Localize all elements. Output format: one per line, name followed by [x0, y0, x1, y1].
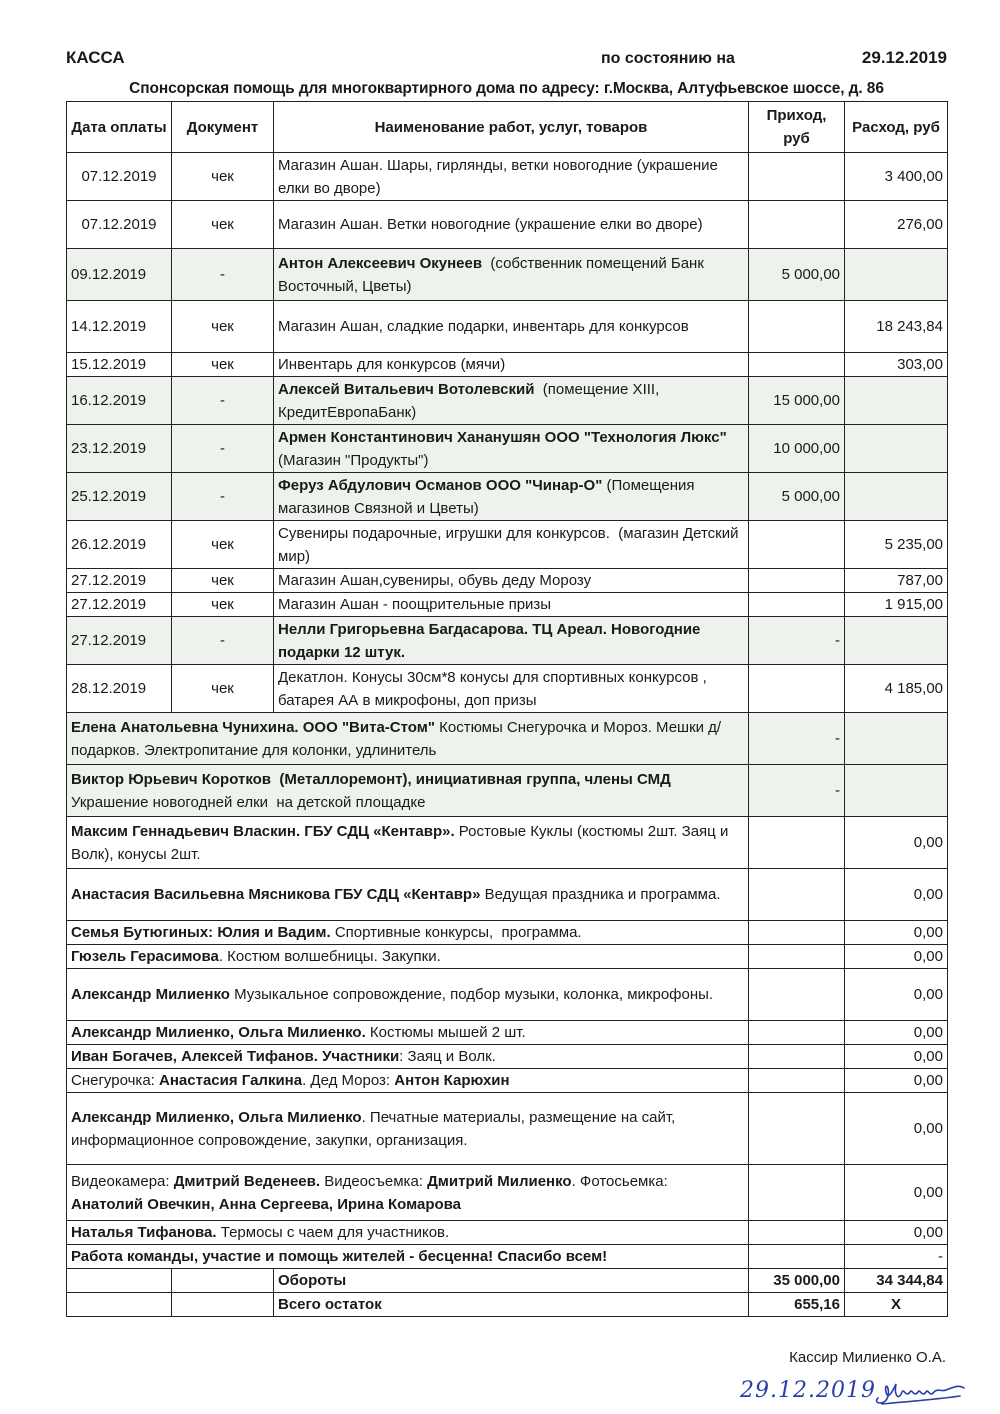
contribution-description [67, 1093, 749, 1165]
expense-amount [845, 713, 948, 765]
description [274, 249, 749, 301]
volunteer-row [67, 713, 948, 765]
payment-date: 27.12.2019 [67, 569, 172, 593]
balance-label: Всего остаток [274, 1293, 749, 1317]
income-amount [749, 1021, 845, 1045]
expense-amount: 4 185,00 [845, 665, 948, 713]
description [274, 473, 749, 521]
income-amount: - [749, 765, 845, 817]
as-of-label: по состоянию на [601, 50, 735, 67]
contributor-name: Дмитрий Веденеев. [173, 1172, 321, 1190]
description [274, 617, 749, 665]
document-type: чек [172, 593, 274, 617]
volunteer-row [67, 1093, 948, 1165]
table-row [67, 593, 948, 617]
income-amount [749, 869, 845, 921]
empty-cell [67, 1269, 172, 1293]
turnover-row [67, 1269, 948, 1293]
expense-amount: 0,00 [845, 1093, 948, 1165]
payment-date: 14.12.2019 [67, 301, 172, 353]
contribution-text: . Фотосьемка: [571, 1172, 672, 1190]
income-amount [749, 593, 845, 617]
description [274, 353, 749, 377]
expense-amount: 0,00 [845, 1021, 948, 1045]
empty-cell [67, 1293, 172, 1317]
volunteer-row [67, 1245, 948, 1269]
income-amount [749, 201, 845, 249]
document-type: - [172, 425, 274, 473]
totals-section [67, 1269, 948, 1317]
contribution-text: : Заяц и Волк. [399, 1048, 496, 1065]
table-row [67, 353, 948, 377]
balance-income: 655,16 [749, 1293, 845, 1317]
expense-amount: 276,00 [845, 201, 948, 249]
income-amount [749, 353, 845, 377]
document-type: чек [172, 201, 274, 249]
volunteer-row [67, 1021, 948, 1045]
income-amount [749, 1221, 845, 1245]
contribution-text: Видеосъемка: [320, 1172, 428, 1190]
income-amount: 5 000,00 [749, 249, 845, 301]
income-amount: - [749, 617, 845, 665]
table-row [67, 521, 948, 569]
description-text: Магазин Ашан - поощрительные призы [278, 596, 552, 613]
income-amount [749, 1069, 845, 1093]
table-row [67, 617, 948, 665]
contribution-description [67, 1221, 749, 1245]
contributor-name: Елена Анатольевна Чунихина. ООО "Вита-Стом" [71, 718, 435, 736]
contributor-name: Александр Милиенко [71, 986, 230, 1003]
expense-amount: 0,00 [845, 1045, 948, 1069]
contributor-name: Анастасия Галкина [159, 1072, 303, 1089]
payment-date: 09.12.2019 [67, 249, 172, 301]
expense-amount: 0,00 [845, 945, 948, 969]
sponsor-name: Антон Алексеевич Окунеев [278, 254, 483, 272]
empty-cell [172, 1269, 274, 1293]
contribution-text: . Костюм волшебницы. Закупки. [218, 948, 441, 965]
table-header-row [67, 102, 948, 153]
income-amount: 15 000,00 [749, 377, 845, 425]
balance-expense: X [845, 1293, 948, 1317]
contributor-name: Анатолий Овечкин, Анна Сергеева, Ирина Комарова [71, 1195, 462, 1213]
expense-amount: 0,00 [845, 1069, 948, 1093]
payment-date: 25.12.2019 [67, 473, 172, 521]
contributor-name: Дмитрий Милиенко [427, 1172, 572, 1190]
table-row [67, 377, 948, 425]
expense-amount: 1 915,00 [845, 593, 948, 617]
expense-amount [845, 473, 948, 521]
table-row [67, 201, 948, 249]
income-amount [749, 1165, 845, 1221]
expense-amount: 3 400,00 [845, 153, 948, 201]
income-amount [749, 921, 845, 945]
document-type: чек [172, 521, 274, 569]
table-row [67, 473, 948, 521]
contributor-name: Иван Богачев, Алексей Тифанов. Участники [71, 1048, 400, 1065]
contribution-description [67, 765, 749, 817]
payment-date: 26.12.2019 [67, 521, 172, 569]
page-header [66, 48, 947, 72]
payment-date: 07.12.2019 [67, 153, 172, 201]
contribution-text: Ростовые Куклы (костюмы 2шт. Заяц и Волк), конусы 2шт. [71, 822, 733, 863]
handwritten-date: 29.12.2019 [740, 1378, 876, 1403]
expense-amount [845, 617, 948, 665]
payment-date: 28.12.2019 [67, 665, 172, 713]
income-amount: 10 000,00 [749, 425, 845, 473]
volunteer-row [67, 1165, 948, 1221]
description [274, 425, 749, 473]
expense-amount: 303,00 [845, 353, 948, 377]
contribution-description [67, 1165, 749, 1221]
volunteer-row [67, 921, 948, 945]
description [274, 665, 749, 713]
document-type: - [172, 473, 274, 521]
income-amount [749, 153, 845, 201]
expense-amount [845, 765, 948, 817]
contribution-description [67, 945, 749, 969]
expense-amount: 0,00 [845, 921, 948, 945]
document-subtitle: Спонсорская помощь для многоквартирного дома по адресу: г.Москва, Алтуфьевское шоссе, д. 86 [129, 80, 884, 97]
expense-amount: - [845, 1245, 948, 1269]
contribution-description [67, 1245, 749, 1269]
page-title: КАССА [66, 48, 125, 67]
contributor-name: Наталья Тифанова. [71, 1224, 217, 1241]
contribution-text: Термосы с чаем для участников. [216, 1224, 450, 1241]
payment-date: 15.12.2019 [67, 353, 172, 377]
table-row [67, 425, 948, 473]
description [274, 569, 749, 593]
description [274, 301, 749, 353]
expense-amount: 0,00 [845, 817, 948, 869]
contribution-text: Снегурочка: [71, 1072, 160, 1089]
description-text: (собственник помещений Банк Восточный, Цветы) [278, 254, 709, 295]
expense-amount [845, 249, 948, 301]
contribution-text: Спортивные конкурсы, программа. [330, 924, 582, 941]
payment-date: 23.12.2019 [67, 425, 172, 473]
sponsor-name: Феруз Абдулович Османов ООО "Чинар-О" [278, 476, 603, 494]
description [274, 593, 749, 617]
income-amount [749, 1045, 845, 1069]
income-amount [749, 301, 845, 353]
payment-date: 07.12.2019 [67, 201, 172, 249]
volunteer-row [67, 765, 948, 817]
income-amount [749, 969, 845, 1021]
table-row [67, 301, 948, 353]
contribution-text: Видеокамера: [71, 1172, 174, 1190]
contribution-description [67, 1045, 749, 1069]
description-text: (Помещения магазинов Связной и Цветы) [278, 476, 699, 517]
description-text: Магазин Ашан,сувениры, обувь деду Морозу [278, 572, 592, 589]
income-amount [749, 945, 845, 969]
as-of-date: 29.12.2019 [861, 48, 947, 67]
volunteer-row [67, 817, 948, 869]
income-amount [749, 521, 845, 569]
contributor-name: Максим Геннадьевич Власкин. ГБУ СДЦ «Кентавр». [71, 822, 455, 840]
turnover-label: Обороты [274, 1269, 749, 1293]
description [274, 153, 749, 201]
sponsor-name: Алексей Витальевич Вотолевский [278, 380, 535, 398]
document-type: чек [172, 665, 274, 713]
volunteer-row [67, 969, 948, 1021]
volunteer-row [67, 1069, 948, 1093]
description-text: Декатлон. Конусы 30см*8 конусы для спортивных конкурсов , батарея АА в микрофоны, доп призы [278, 668, 711, 709]
table-row [67, 249, 948, 301]
expense-amount: 0,00 [845, 869, 948, 921]
column-header-date: Дата оплаты [67, 102, 172, 153]
description-text: (помещение XIII, КредитЕвропаБанк) [278, 380, 664, 421]
table-row [67, 153, 948, 201]
balance-row [67, 1293, 948, 1317]
contribution-description [67, 1069, 749, 1093]
expense-amount: 18 243,84 [845, 301, 948, 353]
contribution-text: Костюмы Снегурочка и Мороз. Мешки д/подарков. Электропитание для колонки, удлинитель [71, 718, 722, 759]
description-text: Магазин Ашан, сладкие подарки, инвентарь для конкурсов [278, 318, 689, 335]
payment-date: 27.12.2019 [67, 593, 172, 617]
description-text: (Магазин "Продукты") [278, 428, 736, 469]
income-amount [749, 1093, 845, 1165]
description-text: Сувениры подарочные, игрушки для конкурсов. (магазин Детский мир) [278, 524, 743, 565]
empty-cell [172, 1293, 274, 1317]
income-amount [749, 665, 845, 713]
contribution-text: Костюмы мышей 2 шт. [365, 1024, 526, 1041]
table-row [67, 569, 948, 593]
contributor-name: Александр Милиенко, Ольга Милиенко [71, 1108, 362, 1126]
description-text: Магазин Ашан. Шары, гирлянды, ветки новогодние (украшение елки во дворе) [278, 156, 723, 197]
contributor-name: Семья Бутюгиных: Юлия и Вадим. [71, 924, 331, 941]
income-amount [749, 817, 845, 869]
contribution-text: Музыкальное сопровождение, подбор музыки, колонка, микрофоны. [229, 986, 714, 1003]
contributor-name: Работа команды, участие и помощь жителей - бесценна! Спасибо всем! [71, 1248, 608, 1265]
volunteer-row [67, 869, 948, 921]
document-type: - [172, 249, 274, 301]
contribution-text: . Дед Мороз: [302, 1072, 395, 1089]
income-amount [749, 1245, 845, 1269]
expense-amount [845, 425, 948, 473]
payment-date: 16.12.2019 [67, 377, 172, 425]
column-header-income: Приход, руб [749, 102, 845, 153]
description [274, 521, 749, 569]
document-type: чек [172, 301, 274, 353]
expense-amount: 787,00 [845, 569, 948, 593]
contribution-text: Ведущая праздника и программа. [480, 886, 721, 903]
document-type: чек [172, 353, 274, 377]
expense-amount: 5 235,00 [845, 521, 948, 569]
sponsor-name: Армен Константинович Хананушян ООО "Технология Люкс" [278, 428, 727, 446]
expense-amount: 0,00 [845, 1165, 948, 1221]
contributor-name: Гюзель Герасимова [71, 948, 219, 965]
volunteer-row [67, 1221, 948, 1245]
table-row [67, 665, 948, 713]
sponsor-name: Нелли Григорьевна Багдасарова. ТЦ Ареал. Новогодние подарки 12 штук. [278, 620, 701, 661]
expense-amount [845, 377, 948, 425]
column-header-description: Наименование работ, услуг, товаров [274, 102, 749, 153]
ledger-body [67, 153, 948, 1269]
contribution-text: . Печатные материалы, размещение на сайт, информационное сопровождение, закупки, организация. [71, 1108, 680, 1149]
contributor-name: Александр Милиенко, Ольга Милиенко. [71, 1024, 366, 1041]
document-type: - [172, 377, 274, 425]
contribution-description [67, 869, 749, 921]
description [274, 377, 749, 425]
contribution-description [67, 1021, 749, 1045]
cash-ledger-table [66, 101, 948, 1317]
cashier-name: Кассир Милиенко О.А. [789, 1349, 946, 1366]
column-header-expense: Расход, руб [845, 102, 948, 153]
contribution-description [67, 817, 749, 869]
contribution-text: Украшение новогодней елки на детской площадке [71, 770, 675, 811]
document-type: чек [172, 153, 274, 201]
volunteer-row [67, 945, 948, 969]
description-text: Инвентарь для конкурсов (мячи) [278, 356, 506, 373]
turnover-expense: 34 344,84 [845, 1269, 948, 1293]
contribution-description [67, 713, 749, 765]
expense-amount: 0,00 [845, 969, 948, 1021]
volunteer-row [67, 1045, 948, 1069]
payment-date: 27.12.2019 [67, 617, 172, 665]
contribution-description [67, 921, 749, 945]
contributor-name: Антон Карюхин [394, 1072, 510, 1089]
expense-amount: 0,00 [845, 1221, 948, 1245]
contributor-name: Виктор Юрьевич Коротков (Металлоремонт), инициативная группа, члены СМД [71, 770, 671, 788]
document-type: - [172, 617, 274, 665]
contribution-description [67, 969, 749, 1021]
turnover-income: 35 000,00 [749, 1269, 845, 1293]
income-amount: - [749, 713, 845, 765]
contributor-name: Анастасия Васильевна Мясникова ГБУ СДЦ «Кентавр» [71, 886, 481, 903]
income-amount: 5 000,00 [749, 473, 845, 521]
column-header-document: Документ [172, 102, 274, 153]
income-amount [749, 569, 845, 593]
document-type: чек [172, 569, 274, 593]
signature-icon [872, 1378, 968, 1413]
description [274, 201, 749, 249]
description-text: Магазин Ашан. Ветки новогодние (украшение елки во дворе) [278, 216, 703, 233]
